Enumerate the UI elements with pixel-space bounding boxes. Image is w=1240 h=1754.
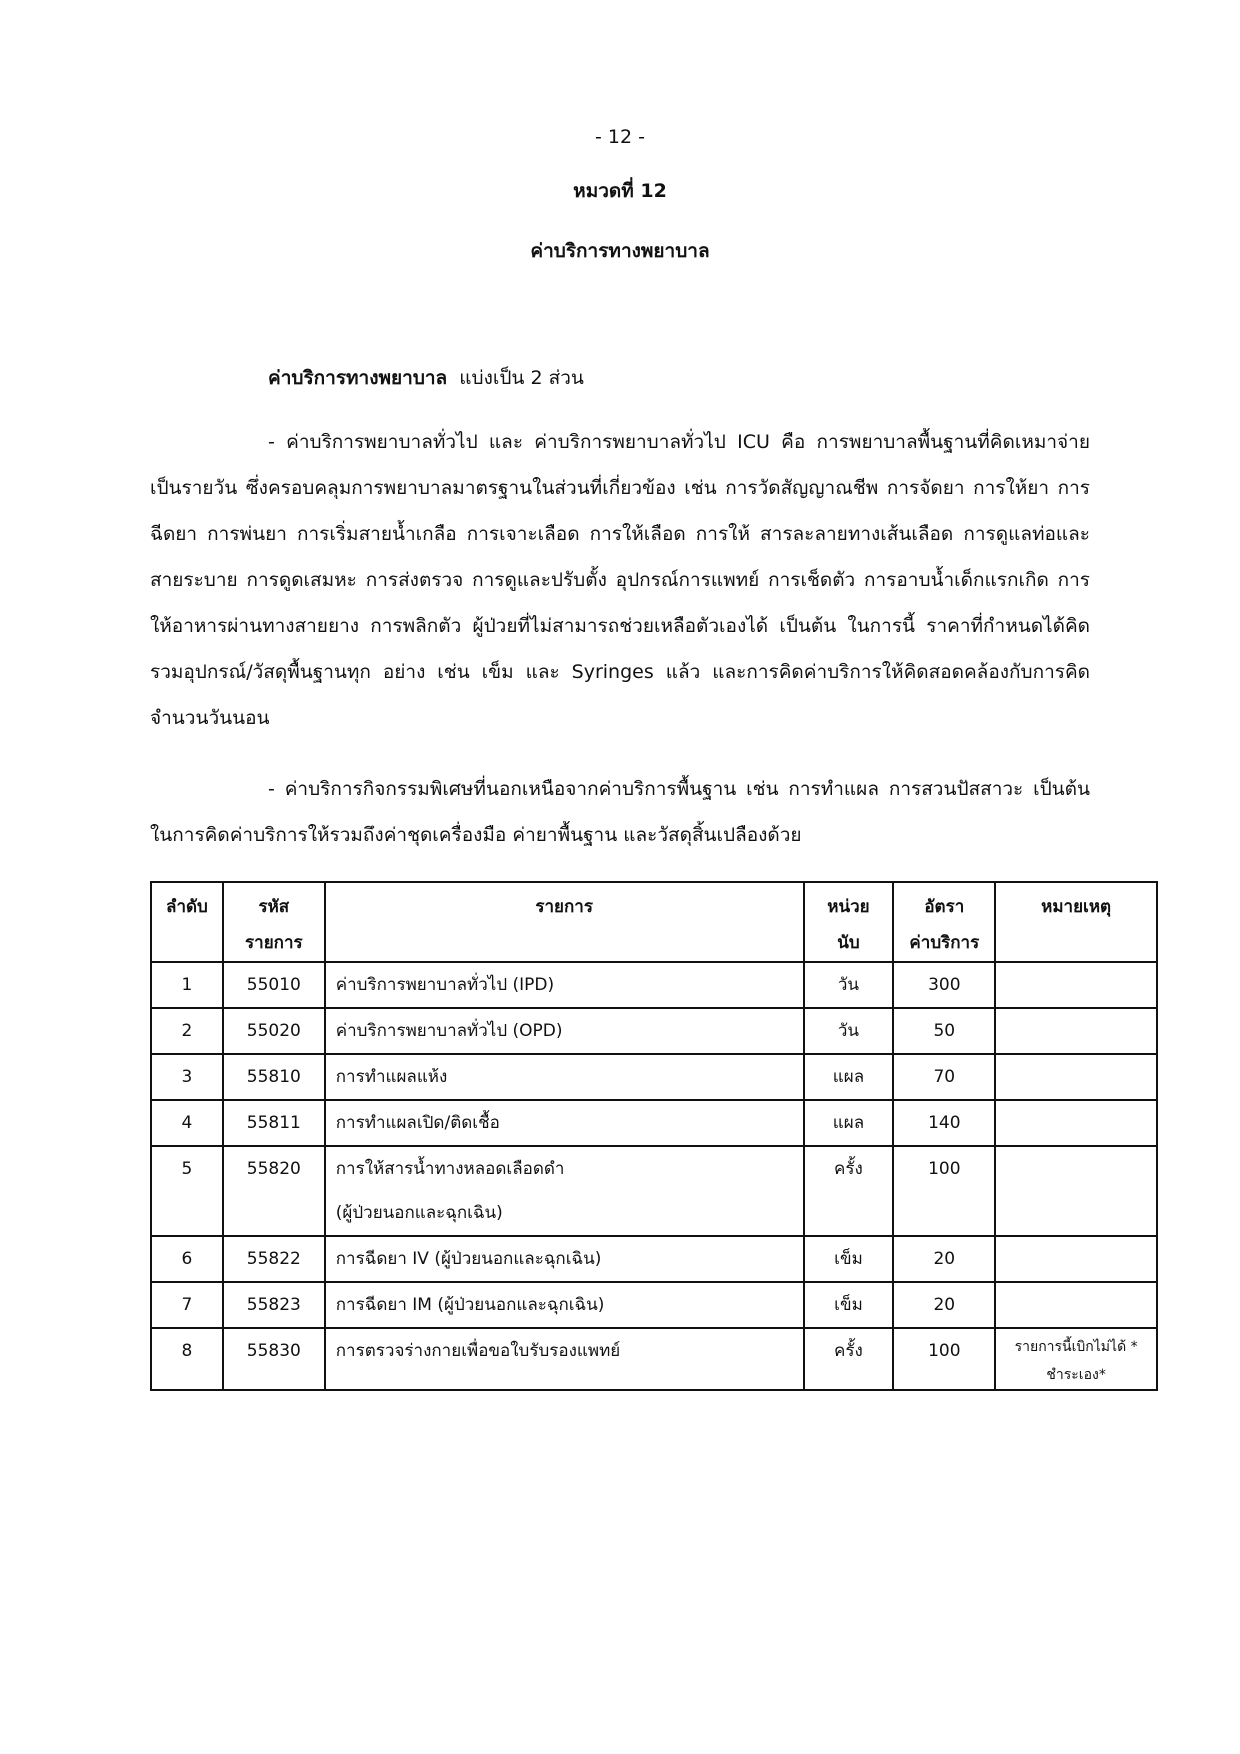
header-unit: หน่วย นับ	[804, 882, 894, 962]
table-row	[151, 1054, 1157, 1100]
cell-no: 1	[151, 962, 223, 1008]
header-rate: อัตรา ค่าบริการ	[893, 882, 995, 962]
cell-rate: 300	[893, 962, 995, 1008]
paragraph-general-nursing: - ค่าบริการพยาบาลทั่วไป และ ค่าบริการพยาบาลทั่วไป ICU คือ การพยาบาลพื้นฐานที่คิดเหมาจ่ายเป็นรายวัน ซึ่งครอบคลุมการพยาบาลมาตรฐานในส่วนที่เกี่ยวข้อง เช่น การวัดสัญญาณชีพ การจัดยา การให้ยา การฉีดยา การพ่นยา การเริ่มสายน้ำเกลือ การเจาะเลือด การให้เลือด การให้ สารละลายทางเส้นเลือด การดูแลท่อและสายระบาย การดูดเสมหะ การส่งตรวจ การดูและปรับตั้ง อุปกรณ์การแพทย์ การเช็ดตัว การอาบน้ำเด็กแรกเกิด การให้อาหารผ่านทางสายยาง การพลิกตัว ผู้ป่วยที่ไม่สามารถช่วยเหลือตัวเองได้ เป็นต้น ในการนี้ ราคาที่กำหนดได้คิดรวมอุปกรณ์/วัสดุพื้นฐานทุก อย่าง เช่น เข็ม และ Syringes แล้ว และการคิดค่าบริการให้คิดสอดคล้องกับการคิดจำนวนวันนอน	[150, 431, 1090, 729]
cell-item-line2: (ผู้ป่วยนอกและฉุกเฉิน)	[335, 1203, 503, 1223]
cell-code: 55010	[223, 962, 325, 1008]
cell-note	[995, 1100, 1157, 1146]
cell-rate: 100	[893, 1146, 995, 1236]
cell-note: รายการนี้เบิกไม่ได้ * ชำระเอง*	[995, 1328, 1157, 1390]
cell-no: 7	[151, 1282, 223, 1328]
cell-item: ค่าบริการพยาบาลทั่วไป (OPD)	[325, 1008, 804, 1054]
cell-item: การฉีดยา IM (ผู้ป่วยนอกและฉุกเฉิน)	[325, 1282, 804, 1328]
cell-unit: เข็ม	[804, 1282, 894, 1328]
cell-unit: เข็ม	[804, 1236, 894, 1282]
header-item: รายการ	[325, 882, 804, 962]
table-row	[151, 962, 1157, 1008]
fee-table	[150, 881, 1158, 1391]
cell-item-line1: การให้สารน้ำทางหลอดเลือดดำ	[335, 1159, 565, 1179]
cell-rate: 50	[893, 1008, 995, 1054]
cell-rate: 20	[893, 1236, 995, 1282]
cell-code: 55822	[223, 1236, 325, 1282]
cell-rate: 100	[893, 1328, 995, 1390]
header-note: หมายเหตุ	[995, 882, 1157, 962]
cell-note	[995, 1008, 1157, 1054]
cell-item	[325, 1146, 804, 1236]
cell-item: การทำแผลแห้ง	[325, 1054, 804, 1100]
cell-no: 4	[151, 1100, 223, 1146]
cell-note	[995, 1054, 1157, 1100]
table-header-row	[151, 882, 1157, 962]
cell-code: 55830	[223, 1328, 325, 1390]
table-row	[151, 1008, 1157, 1054]
cell-unit: แผล	[804, 1054, 894, 1100]
cell-note	[995, 1282, 1157, 1328]
cell-item: การฉีดยา IV (ผู้ป่วยนอกและฉุกเฉิน)	[325, 1236, 804, 1282]
cell-no: 3	[151, 1054, 223, 1100]
cell-code: 55020	[223, 1008, 325, 1054]
cell-no: 8	[151, 1328, 223, 1390]
cell-unit: ครั้ง	[804, 1328, 894, 1390]
section-title: ค่าบริการทางพยาบาล	[530, 240, 710, 262]
cell-rate: 140	[893, 1100, 995, 1146]
cell-unit: วัน	[804, 1008, 894, 1054]
cell-rate: 20	[893, 1282, 995, 1328]
page-number: - 12 -	[595, 126, 645, 148]
intro-rest-text: แบ่งเป็น 2 ส่วน	[459, 367, 584, 389]
cell-rate: 70	[893, 1054, 995, 1100]
table-row	[151, 1236, 1157, 1282]
intro-bold-text: ค่าบริการทางพยาบาล	[268, 367, 448, 389]
cell-note	[995, 962, 1157, 1008]
intro-line	[268, 363, 584, 393]
cell-no: 5	[151, 1146, 223, 1236]
header-no: ลำดับ	[151, 882, 223, 962]
cell-unit: วัน	[804, 962, 894, 1008]
cell-note	[995, 1236, 1157, 1282]
cell-note	[995, 1146, 1157, 1236]
table-row	[151, 1282, 1157, 1328]
cell-item: การทำแผลเปิด/ติดเชื้อ	[325, 1100, 804, 1146]
cell-item: การตรวจร่างกายเพื่อขอใบรับรองแพทย์	[325, 1328, 804, 1390]
cell-unit: ครั้ง	[804, 1146, 894, 1236]
paragraph-special-activities: - ค่าบริการกิจกรรมพิเศษที่นอกเหนือจากค่าบริการพื้นฐาน เช่น การทำแผล การสวนปัสสาวะ เป็นต้น ในการคิดค่าบริการให้รวมถึงค่าชุดเครื่องมือ ค่ายาพื้นฐาน และวัสดุสิ้นเปลืองด้วย	[150, 778, 1090, 846]
cell-code: 55820	[223, 1146, 325, 1236]
header-code: รหัส รายการ	[223, 882, 325, 962]
cell-code: 55810	[223, 1054, 325, 1100]
table-row	[151, 1146, 1157, 1236]
cell-no: 6	[151, 1236, 223, 1282]
cell-code: 55811	[223, 1100, 325, 1146]
cell-item: ค่าบริการพยาบาลทั่วไป (IPD)	[325, 962, 804, 1008]
cell-no: 2	[151, 1008, 223, 1054]
cell-code: 55823	[223, 1282, 325, 1328]
table-row	[151, 1100, 1157, 1146]
chapter-title: หมวดที่ 12	[573, 180, 667, 202]
table-row	[151, 1328, 1157, 1390]
cell-unit: แผล	[804, 1100, 894, 1146]
